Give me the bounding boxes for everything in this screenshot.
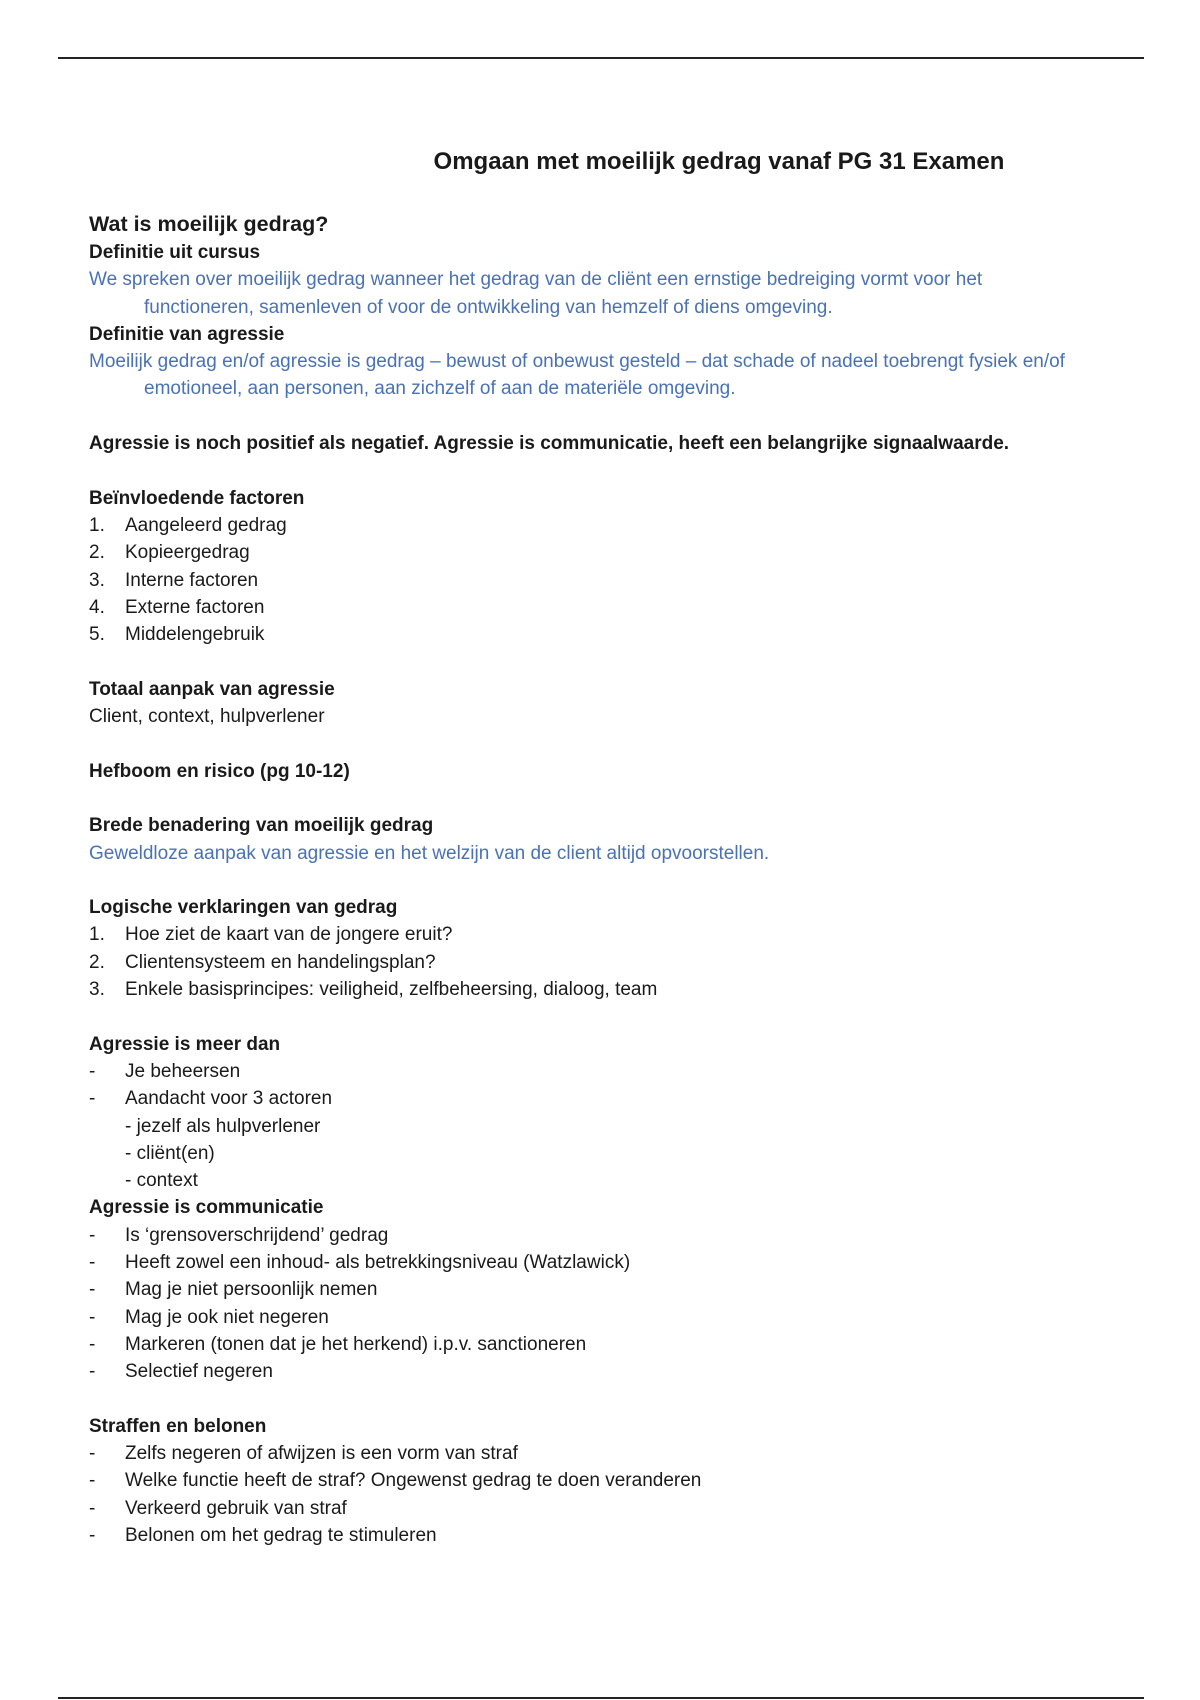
top-rule (58, 57, 1144, 59)
broad-approach-heading: Brede benadering van moeilijk gedrag (89, 815, 434, 837)
list-item: 5. Middelengebruik (89, 624, 265, 646)
communication-list (89, 1222, 1089, 1386)
list-item: - Je beheersen (89, 1060, 241, 1082)
list-item: - Is ‘grensoverschrijdend’ gedrag (89, 1224, 389, 1246)
total-approach-text: Client, context, hulpverlener (89, 706, 325, 728)
punish-reward-heading: Straffen en belonen (89, 1415, 267, 1437)
list-item: - Belonen om het gedrag te stimuleren (89, 1524, 437, 1546)
more-than-heading: Agressie is meer dan (89, 1033, 281, 1055)
sub-item: - context (125, 1170, 198, 1192)
list-item: 3. Enkele basisprincipes: veiligheid, zelfbeheersing, dialoog, team (89, 979, 658, 1001)
definition-course-label: Definitie uit cursus (89, 242, 261, 263)
document-body (89, 150, 1089, 1549)
list-item: 2. Kopieergedrag (89, 542, 250, 564)
list-item: 2. Clientensysteem en handelingsplan? (89, 951, 436, 973)
list-item: - Zelfs negeren of afwijzen is een vorm van straf (89, 1443, 518, 1465)
definition-course-text: We spreken over moeilijk gedrag wanneer het gedrag van de cliënt een ernstige bedreiging vormt voor het functioneren, samenleven of voor de ontwikkeling van hemzelf of diens omgeving. (89, 269, 983, 318)
broad-approach-text: Geweldloze aanpak van agressie en het welzijn van de client altijd opvoorstellen. (89, 842, 770, 864)
factors-list (89, 512, 1089, 648)
list-item: 4. Externe factoren (89, 596, 265, 618)
aggression-statement: Agressie is noch positief als negatief. Agressie is communicatie, heeft een belangrijke signaalwaarde. (89, 433, 1010, 455)
punish-reward-list (89, 1440, 1089, 1549)
list-item: - Mag je ook niet negeren (89, 1306, 329, 1328)
list-item: - Heeft zowel een inhoud- als betrekkingsniveau (Watzlawick) (89, 1251, 631, 1273)
document-title: Omgaan met moeilijk gedrag vanaf PG 31 Examen (433, 148, 1005, 175)
list-item: 1. Hoe ziet de kaart van de jongere eruit? (89, 924, 453, 946)
more-than-list (89, 1058, 1089, 1113)
list-item: - Selectief negeren (89, 1361, 273, 1383)
lever-heading: Hefboom en risico (pg 10-12) (89, 760, 350, 782)
bottom-rule (58, 1697, 1144, 1699)
list-item: 3. Interne factoren (89, 569, 259, 591)
sub-item: - cliënt(en) (125, 1142, 215, 1164)
sub-item: - jezelf als hulpverlener (125, 1115, 321, 1137)
definition-aggression-label: Definitie van agressie (89, 323, 285, 345)
total-approach-heading: Totaal aanpak van agressie (89, 678, 335, 700)
list-item: - Markeren (tonen dat je het herkend) i.p.v. sanctioneren (89, 1333, 587, 1355)
list-item: 1. Aangeleerd gedrag (89, 514, 287, 536)
list-item: - Verkeerd gebruik van straf (89, 1497, 347, 1519)
list-item: - Mag je niet persoonlijk nemen (89, 1279, 378, 1301)
logical-explanations-list (89, 921, 1089, 1003)
section-heading-what-is: Wat is moeilijk gedrag? (89, 212, 329, 236)
list-item: - Aandacht voor 3 actoren (89, 1088, 333, 1110)
definition-aggression-text: Moeilijk gedrag en/of agressie is gedrag – bewust of onbewust gesteld – dat schade of nadeel toebrengt fysiek en/of emotioneel, aan personen, aan zichzelf of aan de materiële omgeving. (89, 351, 1065, 400)
communication-heading: Agressie is communicatie (89, 1197, 324, 1219)
factors-heading: Beïnvloedende factoren (89, 487, 305, 509)
logical-explanations-heading: Logische verklaringen van gedrag (89, 897, 398, 919)
list-item: - Welke functie heeft de straf? Ongewenst gedrag te doen veranderen (89, 1470, 702, 1492)
